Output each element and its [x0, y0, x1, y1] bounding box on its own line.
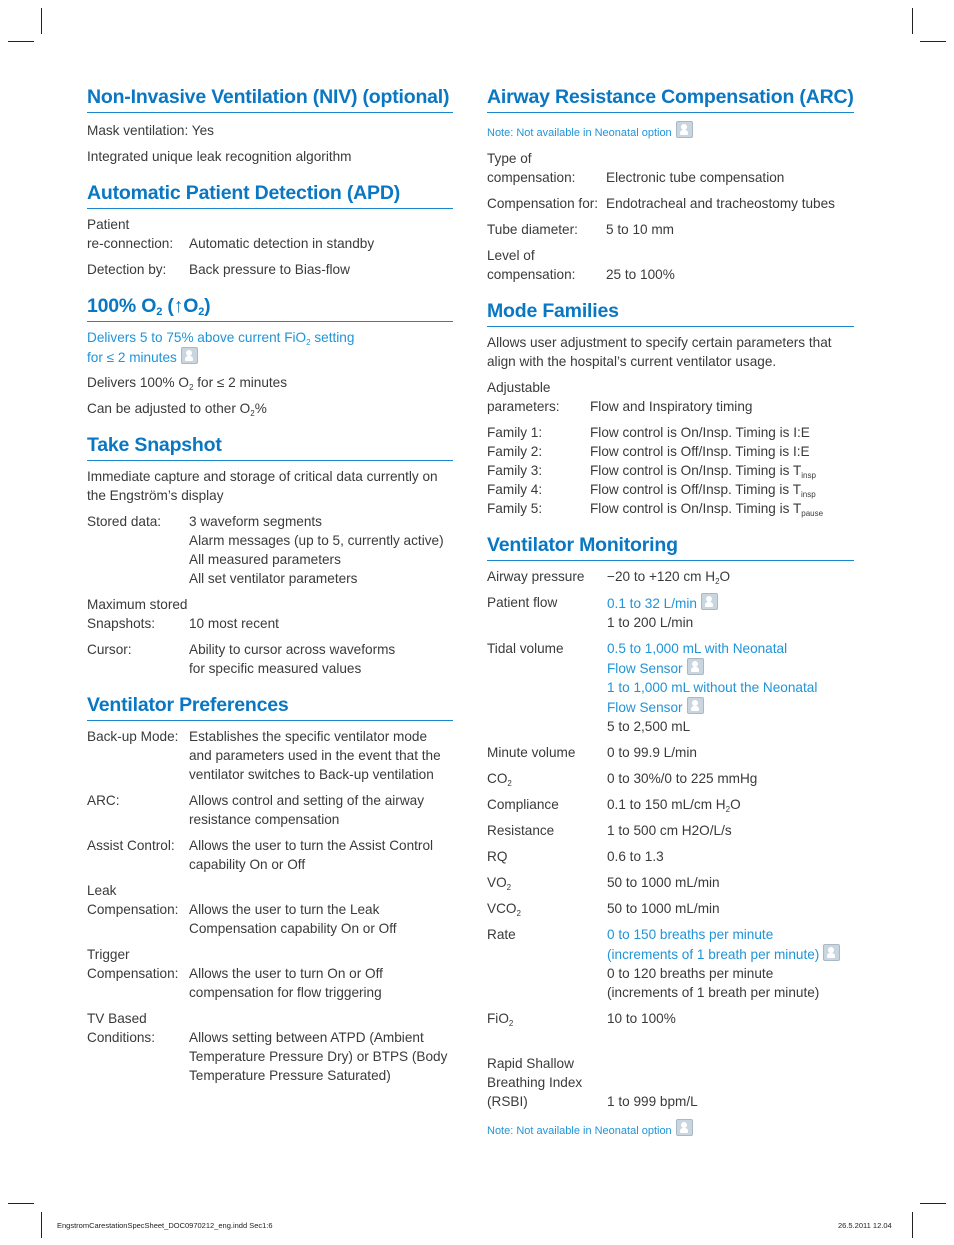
prefs-row-value: Allows the user to turn On or Off compensation for flow triggering	[189, 966, 383, 1000]
monitoring-row	[487, 873, 854, 892]
modes-row	[487, 378, 854, 416]
monitoring-row	[487, 821, 854, 840]
niv-section	[87, 84, 453, 166]
monitoring-value: 1 to 999 bpm/L	[607, 1094, 698, 1109]
arc-title: Airway Resistance Compensation (ARC)	[487, 84, 854, 113]
monitoring-value: −20 to +120 cm $H_2O$	[607, 569, 731, 586]
snapshot-intro: Immediate capture and storage of critical data currently on the Engström’s display	[87, 469, 438, 503]
monitoring-value: 0.5 to 1,000 mL with Neonatal Flow Sensor 1 to 1,000 mL without the Neonatal Flow Sensor 5 to 2,500 mL	[607, 641, 818, 734]
family-key: Family 3:	[487, 463, 543, 478]
apd-row-key: Detection by:	[87, 262, 167, 277]
monitoring-key: $CO_2$	[487, 771, 512, 788]
snapshot-row-value: Ability to cursor across waveforms for specific measured values	[189, 642, 396, 676]
monitoring-key: FiO$_2$	[487, 1011, 514, 1028]
monitoring-value: 10 to 100%	[607, 1011, 676, 1026]
family-row	[487, 480, 854, 499]
prefs-section	[87, 692, 453, 1085]
arc-row-value: Electronic tube compensation	[606, 170, 785, 185]
prefs-row-value: Allows setting between ATPD (Ambient Temperature Pressure Dry) or BTPS (Body Temperature Pressure Saturated)	[189, 1030, 448, 1083]
monitoring-row	[487, 925, 854, 1002]
crop-mark	[920, 41, 946, 42]
monitoring-row	[487, 769, 854, 788]
apd-row-value: Back pressure to Bias-flow	[189, 262, 350, 277]
family-row	[487, 461, 854, 480]
family-row	[487, 423, 854, 442]
prefs-row	[87, 881, 453, 938]
crop-mark	[41, 1212, 42, 1238]
monitoring-key: $VO_2$	[487, 875, 512, 892]
neonatal-icon	[701, 593, 718, 610]
monitoring-title: Ventilator Monitoring	[487, 532, 854, 561]
monitoring-row	[487, 1035, 854, 1111]
snapshot-row-value: 10 most recent	[189, 616, 279, 631]
prefs-row	[87, 791, 453, 829]
crop-mark	[912, 8, 913, 34]
family-key: Family 4:	[487, 482, 543, 497]
o2-line: Delivers 100% $O_2$ for ≤ 2 minutes	[87, 375, 288, 392]
monitoring-value: 0 to 150 breaths per minute (increments of 1 breath per minute) 0 to 120 breaths per minute (increments of 1 breath per minute)	[607, 925, 854, 1002]
footer-file: EngstromCarestationSpecSheet_DOC0970212_eng.indd Sec1:6	[57, 1221, 273, 1230]
arc-row-value: 25 to 100%	[606, 267, 675, 282]
o2-line: Can be adjusted to other $O_2\%$	[87, 401, 267, 418]
prefs-row-key: ARC:	[87, 793, 120, 808]
neonatal-icon	[687, 658, 704, 675]
footer-date: 26.5.2011 12.04	[838, 1221, 892, 1230]
monitoring-note: Note: Not available in Neonatal option	[487, 1119, 854, 1141]
monitoring-key: RQ	[487, 849, 508, 864]
monitoring-row	[487, 593, 854, 632]
arrow-up-icon: ↑	[173, 295, 184, 317]
arc-row	[487, 194, 854, 213]
modes-row-value: Flow and Inspiratory timing	[590, 399, 753, 414]
snapshot-section	[87, 432, 453, 678]
neonatal-icon	[823, 944, 840, 961]
monitoring-key: Rapid Shallow Breathing Index (RSBI)	[487, 1056, 583, 1109]
prefs-row-value: Allows the user to turn the Assist Control capability On or Off	[189, 838, 434, 872]
crop-mark	[912, 1212, 913, 1238]
neonatal-icon	[676, 121, 693, 138]
snapshot-row-value: 3 waveform segments Alarm messages (up to 5, currently active) All measured parameters All set ventilator parameters	[189, 514, 444, 586]
family-row	[487, 442, 854, 461]
monitoring-row	[487, 795, 854, 814]
prefs-row-key: Assist Control:	[87, 838, 175, 853]
prefs-row	[87, 1009, 453, 1085]
family-value: Flow control is Off/Insp. Timing is I:E	[590, 444, 810, 459]
snapshot-row-key: Maximum stored Snapshots:	[87, 597, 188, 631]
monitoring-key: Rate	[487, 927, 516, 942]
family-value: Flow control is Off/Insp. Timing is $T_{insp}$	[590, 482, 816, 499]
monitoring-section	[487, 532, 854, 1141]
modes-intro: Allows user adjustment to specify certain parameters that align with the hospital’s current ventilator usage.	[487, 335, 832, 369]
monitoring-value: 0.1 to 32 L/min 1 to 200 L/min	[607, 593, 854, 632]
family-value: Flow control is On/Insp. Timing is $T_{pause}$	[590, 501, 824, 518]
family-key: Family 5:	[487, 501, 543, 516]
arc-row-key: Compensation for:	[487, 196, 599, 211]
arc-row	[487, 149, 854, 187]
family-value: Flow control is On/Insp. Timing is I:E	[590, 425, 810, 440]
modes-title: Mode Families	[487, 298, 854, 327]
prefs-row-value: Allows the user to turn the Leak Compensation capability On or Off	[189, 902, 397, 936]
monitoring-row	[487, 567, 854, 586]
monitoring-key: Resistance	[487, 823, 555, 838]
monitoring-key: Compliance	[487, 797, 559, 812]
snapshot-title: Take Snapshot	[87, 432, 453, 461]
monitoring-key: Tidal volume	[487, 641, 564, 656]
prefs-row-value: Establishes the specific ventilator mode and parameters used in the event that the ventilator switches to Back-up ventilation	[189, 729, 441, 782]
monitoring-key: Patient flow	[487, 595, 558, 610]
o2-section	[87, 293, 453, 418]
niv-mask-line: Mask ventilation: Yes	[87, 123, 214, 138]
arc-row-key: Type of compensation:	[487, 151, 576, 185]
snapshot-row	[87, 640, 453, 678]
apd-row	[87, 260, 453, 279]
prefs-row-key: Leak Compensation:	[87, 883, 179, 917]
monitoring-value: 50 to 1000 mL/min	[607, 875, 720, 890]
snapshot-row	[87, 595, 453, 633]
crop-mark	[41, 8, 42, 34]
arc-row-value: Endotracheal and tracheostomy tubes	[606, 196, 835, 211]
crop-mark	[8, 1203, 34, 1204]
left-column	[87, 84, 453, 1085]
apd-row	[87, 215, 453, 253]
niv-title: Non-Invasive Ventilation (NIV) (optional)	[87, 84, 453, 113]
monitoring-value: 0 to 99.9 L/min	[607, 745, 697, 760]
monitoring-row	[487, 899, 854, 918]
prefs-row	[87, 945, 453, 1002]
snapshot-row	[87, 512, 453, 588]
prefs-row-key: TV Based Conditions:	[87, 1011, 156, 1045]
monitoring-value: 0.1 to 150 mL/cm $H_2O$	[607, 797, 741, 814]
neonatal-icon	[687, 697, 704, 714]
monitoring-row	[487, 743, 854, 762]
family-key: Family 1:	[487, 425, 543, 440]
apd-title: Automatic Patient Detection (APD)	[87, 180, 453, 209]
modes-row-key: Adjustable parameters:	[487, 380, 560, 414]
arc-row	[487, 220, 854, 239]
prefs-row-key: Back-up Mode:	[87, 729, 179, 744]
monitoring-value: 0 to 30%/0 to 225 mmHg	[607, 771, 758, 786]
o2-note: Delivers 5 to 75% above current FiO$_2$ setting for ≤ 2 minutes	[87, 330, 355, 365]
arc-row-key: Tube diameter:	[487, 222, 578, 237]
apd-row-key: Patient re-connection:	[87, 217, 174, 251]
monitoring-row	[487, 847, 854, 866]
right-column	[487, 84, 854, 1141]
o2-title: 100% $O_2$ $(↑O_2)$	[87, 293, 453, 322]
monitoring-key: Minute volume	[487, 745, 576, 760]
arc-section	[487, 84, 854, 284]
monitoring-key: Airway pressure	[487, 569, 585, 584]
arc-row-value: 5 to 10 mm	[606, 222, 674, 237]
crop-mark	[920, 1203, 946, 1204]
family-key: Family 2:	[487, 444, 543, 459]
monitoring-value: 0.6 to 1.3	[607, 849, 664, 864]
prefs-row-key: Trigger Compensation:	[87, 947, 179, 981]
crop-mark	[8, 41, 34, 42]
family-list	[487, 423, 854, 518]
monitoring-row	[487, 1009, 854, 1028]
arc-row	[487, 246, 854, 284]
prefs-row	[87, 836, 453, 874]
modes-section	[487, 298, 854, 518]
monitoring-row	[487, 639, 854, 736]
niv-leak-line: Integrated unique leak recognition algorithm	[87, 149, 352, 164]
apd-section	[87, 180, 453, 279]
arc-note: Note: Not available in Neonatal option	[487, 121, 854, 143]
snapshot-row-key: Cursor:	[87, 642, 132, 657]
arc-row-key: Level of compensation:	[487, 248, 576, 282]
neonatal-icon	[181, 347, 198, 364]
neonatal-icon	[676, 1119, 693, 1136]
monitoring-value: 1 to 500 cm H2O/L/s	[607, 823, 732, 838]
family-row	[487, 499, 854, 518]
prefs-row-value: Allows control and setting of the airway resistance compensation	[189, 793, 424, 827]
apd-row-value: Automatic detection in standby	[189, 236, 375, 251]
monitoring-key: $VCO_2$	[487, 901, 521, 918]
prefs-title: Ventilator Preferences	[87, 692, 453, 721]
family-value: Flow control is On/Insp. Timing is $T_{insp}$	[590, 463, 816, 480]
prefs-row	[87, 727, 453, 784]
snapshot-row-key: Stored data:	[87, 514, 162, 529]
monitoring-value: 50 to 1000 mL/min	[607, 901, 720, 916]
